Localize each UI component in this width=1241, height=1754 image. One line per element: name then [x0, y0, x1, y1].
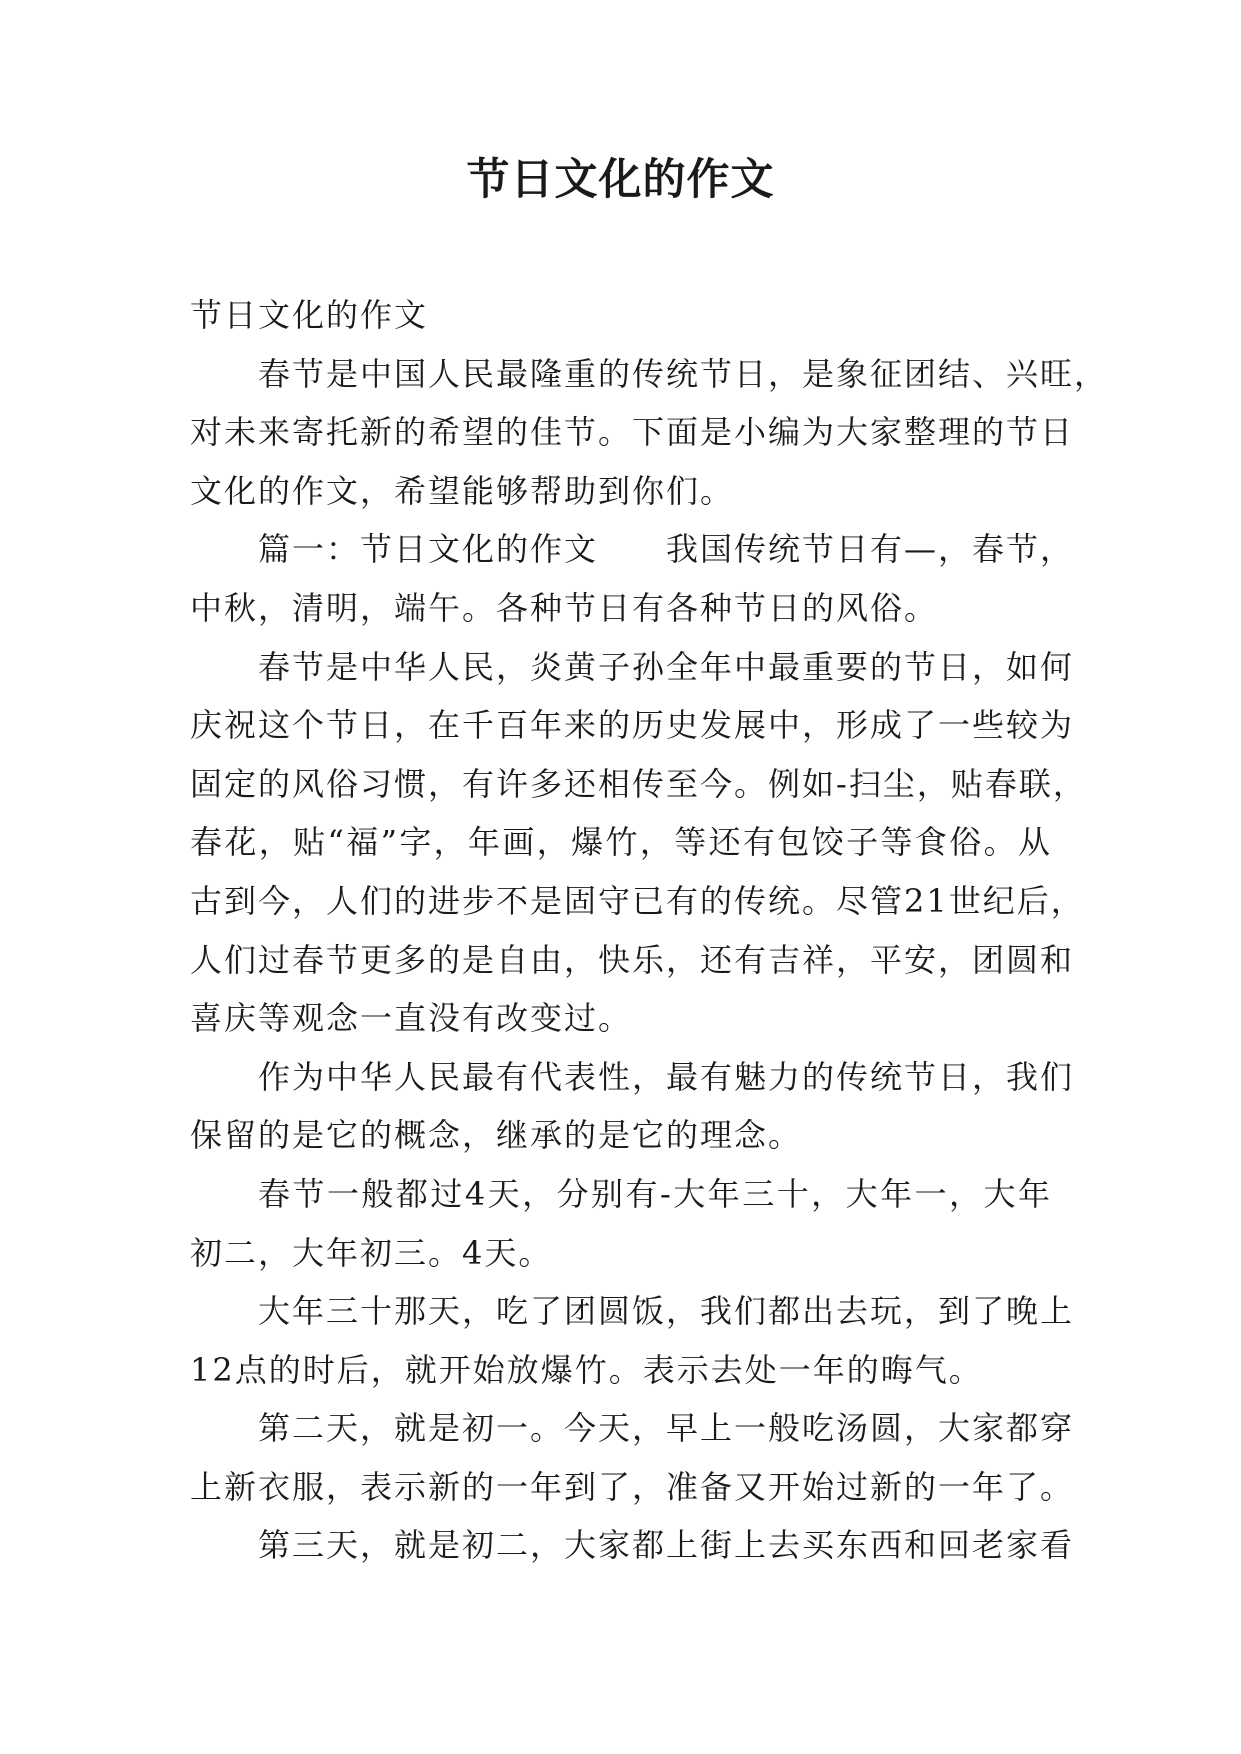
document-body: [190, 286, 1109, 1575]
text-line: 初二，大年初三。4天。: [190, 1233, 553, 1272]
text-line: 春节一般都过4天，分别有-大年三十，大年一，大年: [258, 1174, 1052, 1213]
text-line: 喜庆等观念一直没有改变过。: [190, 999, 633, 1038]
text-line: 中秋，清明，端午。各种节日有各种节日的风俗。: [190, 588, 939, 627]
text-line: 古到今，人们的进步不是固守已有的传统。尽管21世纪后，: [190, 881, 1085, 920]
text-line: 人们过春节更多的是自由，快乐，还有吉祥，平安，团圆和: [190, 940, 1075, 979]
document-title: 节日文化的作文: [466, 155, 775, 205]
text-line: 文化的作文，希望能够帮助到你们。: [190, 471, 735, 510]
text-line: 保留的是它的概念，继承的是它的理念。: [190, 1116, 803, 1155]
text-line: 上新衣服，表示新的一年到了，准备又开始过新的一年了。: [190, 1467, 1075, 1506]
text-line: 固定的风俗习惯，有许多还相传至今。例如-扫尘，贴春联，: [190, 764, 1087, 803]
text-line: 春花，贴“福”字，年画，爆竹，等还有包饺子等食俗。从: [190, 823, 1052, 862]
text-line: 节日文化的作文: [190, 296, 429, 334]
text-line: 对未来寄托新的希望的佳节。下面是小编为大家整理的节日: [190, 413, 1075, 452]
text-line: 12点的时后，就开始放爆竹。表示去处一年的晦气。: [190, 1350, 983, 1389]
text-line: 作为中华人民最有代表性，最有魅力的传统节日，我们: [258, 1057, 1075, 1096]
text-line: 第三天，就是初二，大家都上街上去买东西和回老家看: [258, 1526, 1075, 1565]
text-line: 大年三十那天，吃了团圆饭，我们都出去玩，到了晚上: [258, 1292, 1075, 1331]
text-line: 第二天，就是初一。今天，早上一般吃汤圆，大家都穿: [258, 1409, 1075, 1448]
text-line: 庆祝这个节日，在千百年来的历史发展中，形成了一些较为: [190, 706, 1075, 745]
text-line: 春节是中华人民，炎黄子孙全年中最重要的节日，如何: [258, 647, 1075, 686]
text-line: 篇一：节日文化的作文 我国传统节日有—，春节，: [258, 530, 1075, 569]
text-line: 春节是中国人民最隆重的传统节日，是象征团结、兴旺，: [258, 354, 1109, 393]
